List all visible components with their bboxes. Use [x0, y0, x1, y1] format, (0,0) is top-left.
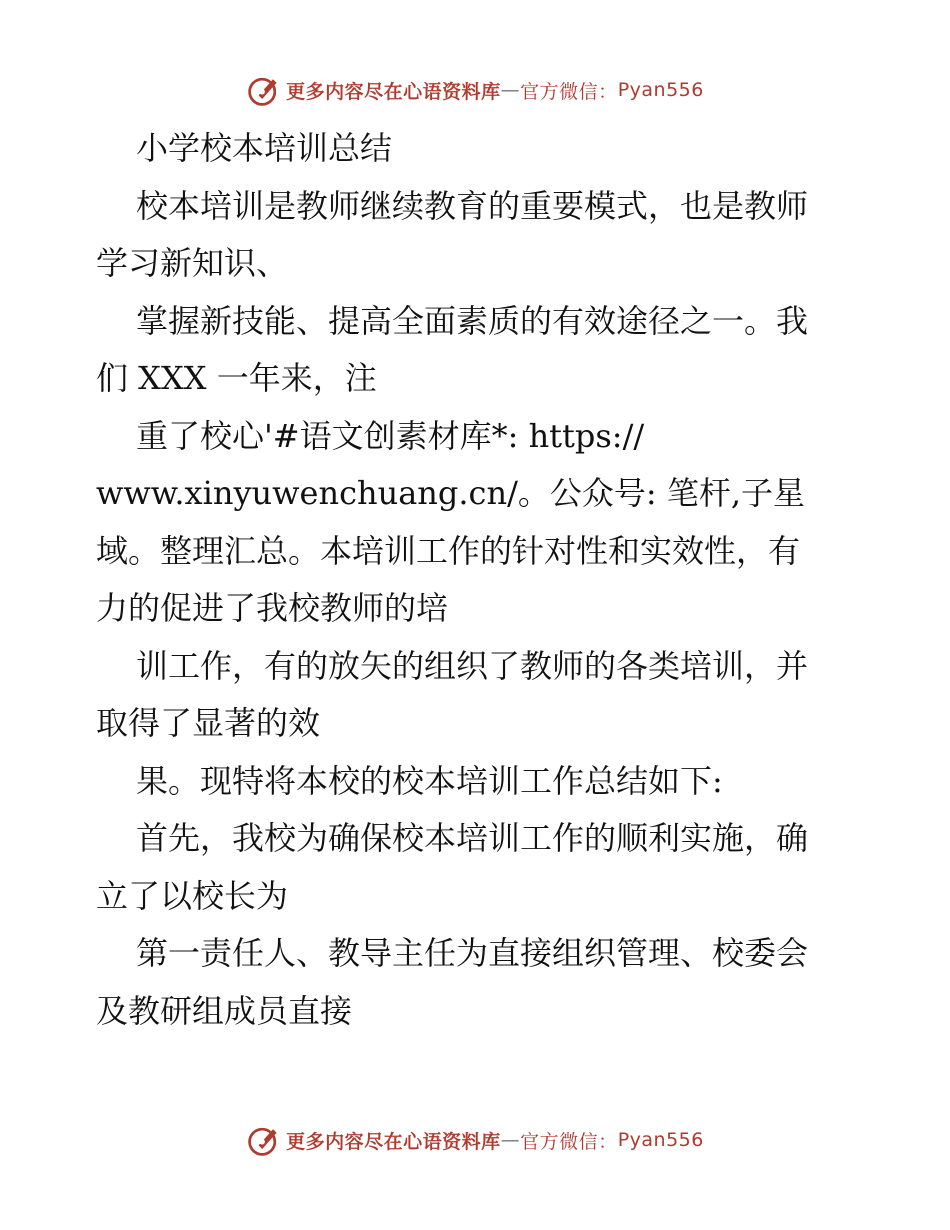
header-watermark	[0, 70, 950, 110]
paragraph-line: 重了校心'#语文创素材库*: https://	[136, 416, 645, 455]
paragraph-line: 及教研组成员直接	[96, 991, 353, 1030]
watermark-more-text: 更多内容尽在心语资料库	[286, 80, 501, 103]
watermark-wechat-label: 官方微信：	[520, 80, 618, 103]
watermark-wechat-label: 官方微信：	[520, 1130, 618, 1153]
paragraph-line: 第一责任人、教导主任为直接组织管理、校委会	[136, 934, 809, 972]
paragraph-line: 果。现特将本校的校本培训工作总结如下:	[136, 761, 723, 800]
paragraph-line: 训工作，有的放矢的组织了教师的各类培训，并	[136, 646, 809, 685]
paragraph-line: 学习新知识、	[96, 244, 289, 282]
paragraph-line: 域。整理汇总。本培训工作的针对性和实效性，有	[96, 531, 801, 570]
watermark-separator: —	[500, 1129, 521, 1151]
paragraph-line: 们 XXX 一年来，注	[96, 359, 377, 397]
watermark-more-text: 更多内容尽在心语资料库	[286, 1130, 501, 1153]
document-body	[96, 120, 866, 1040]
paragraph-line: 力的促进了我校教师的培	[96, 589, 449, 627]
paragraph-line: 掌握新技能、提高全面素质的有效途径之一。我	[136, 301, 809, 340]
document-title: 小学校本培训总结	[136, 129, 393, 167]
paragraph-line: 立了以校长为	[96, 876, 289, 915]
pen-nib-logo-icon	[246, 72, 282, 108]
footer-watermark	[0, 1120, 950, 1160]
watermark-separator: —	[500, 79, 521, 101]
paragraph-line: 首先，我校为确保校本培训工作的顺利实施，确	[136, 819, 809, 857]
paragraph-line: 取得了显著的效	[96, 704, 321, 742]
watermark-wechat-id: Pyan556	[617, 79, 704, 101]
watermark-wechat-id: Pyan556	[617, 1129, 704, 1151]
paragraph-line: 校本培训是教师继续教育的重要模式，也是教师	[136, 186, 809, 225]
pen-nib-logo-icon	[246, 1122, 282, 1158]
paragraph-line: www.xinyuwenchuang.cn/。公众号: 笔杆,子星	[96, 474, 805, 512]
